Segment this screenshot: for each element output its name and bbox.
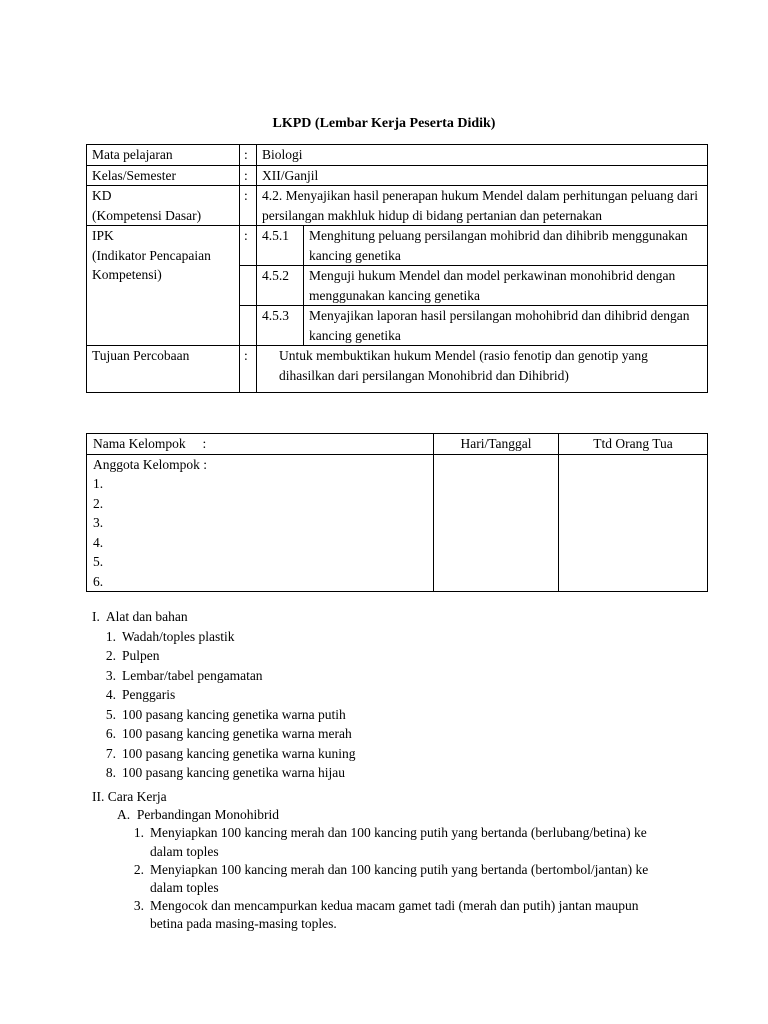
list-item: 3. Lembar/tabel pengamatan — [105, 667, 263, 683]
ipk-text: Menguji hukum Mendel dan model perkawinan monohibrid dengan menggunakan kancing genetika — [304, 266, 708, 306]
cara-section — [92, 788, 692, 934]
anggota-cell — [87, 454, 434, 592]
list-item: 8. 100 pasang kancing genetika warna hijau — [105, 765, 346, 780]
row-ipk-1 — [87, 226, 708, 266]
ipk-code: 4.5.3 — [257, 306, 304, 346]
colon: : — [240, 186, 257, 226]
list-item: 4. Penggaris — [105, 687, 176, 702]
ipk-code: 4.5.2 — [257, 266, 304, 306]
colon-empty — [240, 306, 257, 346]
cara-subheading: A. Perbandingan Monohibrid — [117, 807, 279, 823]
kd-label-line1: KD — [92, 188, 112, 203]
list-item: 5. 100 pasang kancing genetika warna putih — [105, 706, 346, 722]
hari-tanggal-cell — [434, 454, 559, 592]
member-number: 6. — [93, 573, 104, 589]
kd-label-line2: (Kompetensi Dasar) — [92, 207, 202, 223]
kd-value: 4.2. Menyajikan hasil penerapan hukum Mendel dalam perhitungan peluang dari persilangan makhluk hidup di bidang pertanian dan peternakan — [257, 186, 708, 226]
list-item: 2. Pulpen — [105, 648, 160, 663]
ipk-text: Menghitung peluang persilangan mohibrid dan dihibrib menggunakan kancing genetika — [304, 226, 708, 266]
group-header-row — [87, 434, 708, 455]
colon: : — [240, 145, 257, 166]
row-tujuan — [87, 346, 708, 393]
list-item: 2. Menyiapkan 100 kancing merah dan 100 kancing putih yang bertanda (bertombol/jantan) ke dalam toples — [133, 861, 649, 896]
ipk-code: 4.5.1 — [257, 226, 304, 266]
mapel-value: Biologi — [257, 145, 708, 166]
member-number: 5. — [93, 554, 104, 569]
hari-tanggal-label: Hari/Tanggal — [434, 434, 559, 455]
row-mata-pelajaran — [87, 145, 708, 166]
member-number: 2. — [93, 495, 104, 511]
cara-heading: II. Cara Kerja — [92, 789, 167, 804]
row-kelas — [87, 165, 708, 186]
tujuan-label: Tujuan Percobaan — [87, 346, 240, 393]
row-kd — [87, 186, 708, 226]
alat-section — [92, 607, 356, 783]
member-number: 4. — [93, 534, 104, 550]
ttd-cell — [559, 454, 708, 592]
list-item: 6. 100 pasang kancing genetika warna merah — [105, 726, 352, 741]
ipk-label-line2: (Indikator Pencapaian Kompetensi) — [92, 247, 211, 282]
document-title: LKPD (Lembar Kerja Peserta Didik) — [272, 116, 496, 131]
kelas-value: XII/Ganjil — [257, 165, 708, 186]
kd-label — [87, 186, 240, 226]
anggota-label: Anggota Kelompok : — [93, 456, 207, 472]
ipk-label-line1: IPK — [92, 228, 114, 243]
alat-heading: I. Alat dan bahan — [92, 609, 188, 624]
colon: : — [240, 226, 257, 266]
ttd-orang-tua-label: Ttd Orang Tua — [559, 434, 708, 455]
mapel-label: Mata pelajaran — [87, 145, 240, 166]
tujuan-value: Untuk membuktikan hukum Mendel (rasio fenotip dan genotip yang dihasilkan dari persilangan Monohibrid dan Dihibrid) — [257, 346, 708, 393]
group-table — [86, 433, 708, 592]
kelas-label: Kelas/Semester — [87, 165, 240, 186]
member-number: 3. — [93, 515, 104, 530]
list-item: 1. Wadah/toples plastik — [105, 628, 235, 644]
list-item: 3. Mengocok dan mencampurkan kedua macam gamet tadi (merah dan putih) jantan maupun betina pada masing-masing toples. — [133, 898, 639, 932]
nama-kelompok-label: Nama Kelompok : — [87, 434, 434, 455]
list-item: 7. 100 pasang kancing genetika warna kuning — [105, 745, 356, 761]
member-number: 1. — [93, 476, 104, 491]
colon: : — [240, 346, 257, 393]
colon: : — [240, 165, 257, 186]
list-item: 1. Menyiapkan 100 kancing merah dan 100 kancing putih yang bertanda (berlubang/betina) ke dalam toples — [133, 825, 647, 859]
ipk-text: Menyajikan laporan hasil persilangan mohohibrid dan dihibrid dengan kancing genetika — [304, 306, 708, 346]
group-body-row — [87, 454, 708, 592]
info-table — [86, 144, 708, 393]
colon-empty — [240, 266, 257, 306]
ipk-label — [87, 226, 240, 346]
